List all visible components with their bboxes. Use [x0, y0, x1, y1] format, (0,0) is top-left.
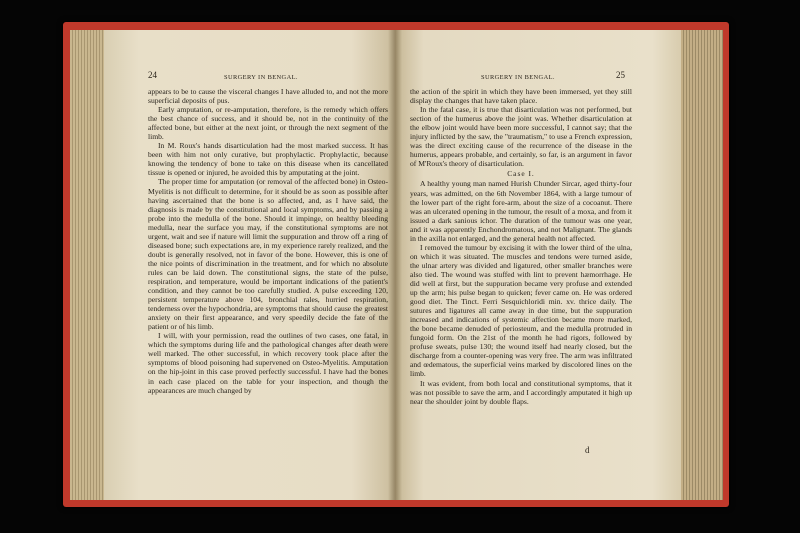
- paragraph: It was evident, from both local and constitutional symptoms, that it was not possible to save the arm, and I accordingly amputated it high up near the shoulder joint by double flaps.: [410, 378, 632, 406]
- paragraph: A healthy young man named Hurish Chunder Sircar, aged thirty-four years, was admitted, on the 6th November 1864, with a large tumour of the lower part of the right fore-arm, about the size of a cocoanut. There was an ulcerated opening in the tumour, the result of a moxa, and from it issued a dark sanious ichor. The duration of the tumour was one year, and it was apparently Enchondromatous, and not Malignant. The glands in the axilla not enlarged, and the general health not affected.: [410, 179, 632, 243]
- right-page: [395, 30, 681, 500]
- running-head: SURGERY IN BENGAL.: [224, 74, 298, 81]
- running-head: SURGERY IN BENGAL.: [481, 74, 555, 81]
- paragraph: Early amputation, or re-amputation, therefore, is the remedy which offers the best chance of success, and it should be, not in the continuity of the affected bone, but either at the next joint, or through the next segment of the limb.: [148, 105, 388, 142]
- paragraph: I removed the tumour by excising it with the lower third of the ulna, on which it was situated. The muscles and tendons were turned aside, the ulnar artery was divided and ligatured, other smaller branches were also tied. The wound was stuffed with lint to prevent hæmorrhage. He did well at first, but the suppuration became very profuse and extended up the arm; his pulse began to quicken; fever came on. He was ordered good diet. The Tinct. Ferri Sesquichloridi min. xv. thrice daily. The sutures and ligatures all came away in due time, but the suppuration increased and indications of systemic affection became more marked, the bone became denuded of periosteum, and the medulla protruded in fungoid form. On the 21st of the month he had rigors, followed by profuse sweats, pulse 130; the wound itself had nearly closed, but the discharge from a counter-opening was very free. The arm was infiltrated and œdematous, the superficial veins marked by discolored lines on the limb.: [410, 242, 632, 379]
- left-page-body: [148, 87, 388, 395]
- page-number: 25: [616, 70, 625, 80]
- right-page-body: [410, 87, 632, 406]
- paragraph: In the fatal case, it is true that disarticulation was not performed, but section of the humerus above the joint was. Whether disarticulation at the elbow joint would have been more successful, I cannot say; that the injury inflicted by the saw, the "traumatism," to use a French expression, was the direct exciting cause of the recurrence of the disease in the humerus, appears probable, and certainly, so far, is an argument in favor of M'Roux's theory of disarticulation.: [410, 105, 632, 169]
- paragraph: I will, with your permission, read the outlines of two cases, one fatal, in which the symptoms during life and the pathological changes after death were well marked. The other successful, in which recovery took place after the symptoms of blood poisoning had supervened on Osteo-Myelitis. Amputation on the hip-joint in this case proved perfectly successful. I have had the bones in each case placed on the table for your inspection, and though the appearances are much changed by: [148, 331, 388, 395]
- left-page: [104, 30, 395, 500]
- paragraph: In M. Roux's hands disarticulation had the most marked success. It has been with him not only curative, but prophylactic. Prophylactic, because knowing the tendency of bone to take on this disease when its cancellated tissue is opened or injured, he avoided this by amputating at the joint.: [148, 141, 388, 178]
- page-number: 24: [148, 70, 157, 80]
- signature-mark: d: [585, 445, 590, 455]
- paragraph: The proper time for amputation (or removal of the affected bone) in Osteo-Myelitis is not difficult to determine, for it should be as soon as possible after having ascertained that the bone is so affected, and, as I have said, the diagnosis is made by the constitutional and local symptoms, and by passing a probe into the medulla of the bone. Should it impinge, on healthy bleeding medulla, near the surface you may, if the constitutional symptoms are not urgent, wait and see if nature will limit the suppuration and throw off a ring of diseased bone; such expectations are, in my experience rarely realized, and the doubt is generally resolved, not in favor of the bone. However, this is one of the nice points of discrimination in the treatment, and for which no absolute rules can be laid down. The constitutional signs, the state of the pulse, respiration, and temperature, would be important indications of the patient's condition, and they cannot be too carefully studied. A pulse exceeding 120, persistent temperature above 104, bronchial rales, hurried respiration, tenderness over the hypochondria, are symptoms that should cause the greatest anxiety on their first appearance, and very speedily decide the fate of the patient or of his limb.: [148, 177, 388, 332]
- paragraph: the action of the spirit in which they have been immersed, yet they still display the changes that have taken place.: [410, 87, 632, 106]
- page-edges-left: [70, 30, 104, 500]
- paragraph: appears to be to cause the visceral changes I have alluded to, and not the more superficial deposits of pus.: [148, 87, 388, 106]
- page-edges-right: [681, 30, 723, 500]
- case-heading: Case I.: [507, 169, 535, 179]
- book-gutter: [388, 30, 402, 500]
